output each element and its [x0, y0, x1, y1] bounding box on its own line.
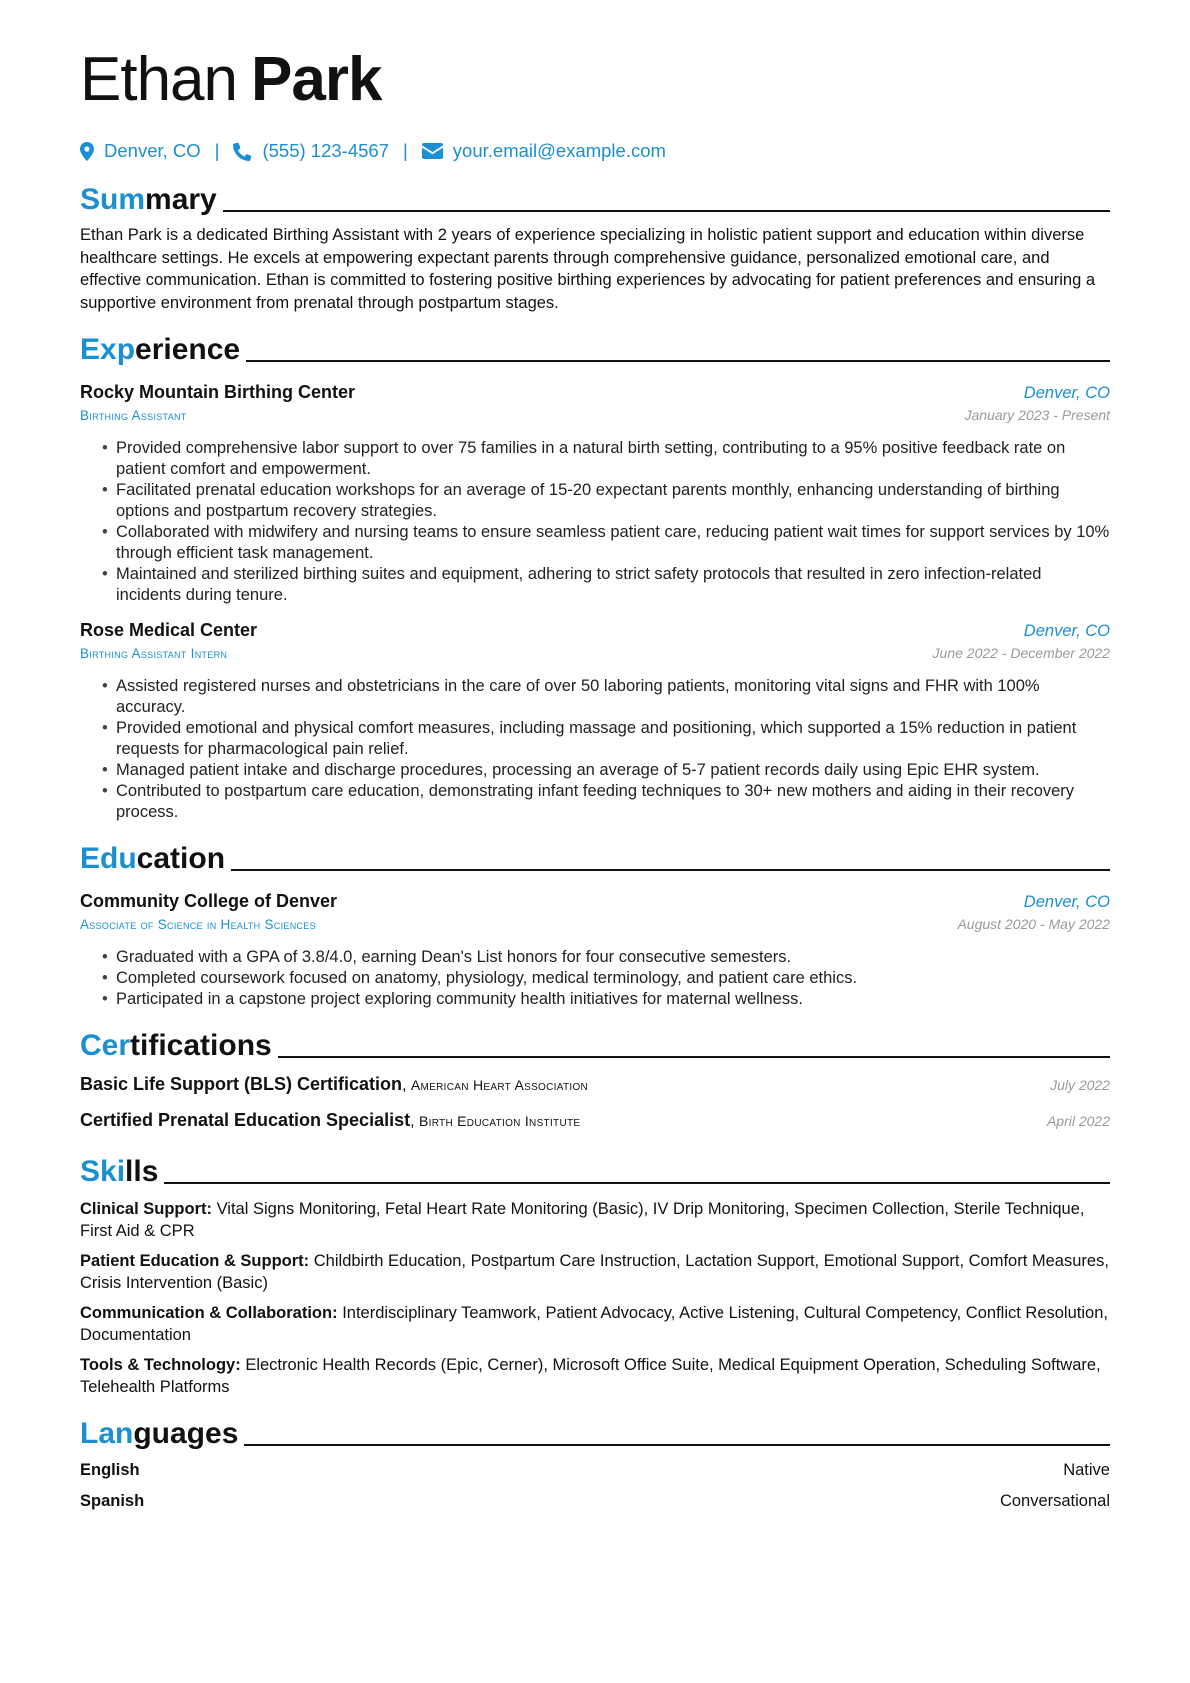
list-item: • Completed coursework focused on anatomy, physiology, medical terminology, and patient care ethics. — [102, 968, 1110, 989]
certification-name: Certified Prenatal Education Specialist — [80, 1110, 411, 1130]
section-title — [80, 1154, 158, 1190]
job-title: Birthing Assistant Intern — [80, 646, 228, 661]
section-rule — [244, 1444, 1110, 1446]
entry-location: Denver, CO — [1023, 622, 1110, 640]
skill-items: Electronic Health Records (Epic, Cerner), Microsoft Office Suite, Medical Equipment Operation, Scheduling Software, Telehealth Platforms — [80, 1356, 1101, 1396]
list-item: • Provided comprehensive labor support to over 75 families in a natural birth setting, contributing to a 95% positive feedback rate on patient comfort and empowerment. — [102, 438, 1110, 480]
section-rule — [231, 869, 1110, 871]
job-title: Birthing Assistant — [80, 408, 187, 423]
entry-dates: August 2020 - May 2022 — [957, 916, 1110, 932]
skill-items: Childbirth Education, Postpartum Care Instruction, Lactation Support, Emotional Support, Comfort Measures, Crisis Intervention (Basic) — [80, 1252, 1109, 1292]
certification-date: July 2022 — [1050, 1077, 1110, 1093]
contact-separator: | — [402, 140, 408, 161]
section-title — [80, 1416, 238, 1452]
list-item: • Provided emotional and physical comfort measures, including massage and positioning, which supported a 15% reduction in patient requests for pharmacological pain relief. — [102, 718, 1110, 760]
phone-icon — [233, 142, 252, 161]
skills-heading — [80, 1150, 1110, 1190]
certification-item: Basic Life Support (BLS) Certification, American Heart Association July 2022 — [80, 1074, 1110, 1094]
list-item: • Facilitated prenatal education workshops for an average of 15-20 expectant parents monthly, enhancing understanding of birthing options and postpartum recovery strategies. — [102, 480, 1110, 522]
list-item: • Collaborated with midwifery and nursing teams to ensure seamless patient care, reducing patient wait times for support services by 10% through efficient task management. — [102, 522, 1110, 564]
contact-bar — [80, 138, 1110, 164]
entry-location: Denver, CO — [1023, 384, 1110, 402]
list-item: • Contributed to postpartum care education, demonstrating infant feeding techniques to 30+ new mothers and aiding in their recovery process. — [102, 781, 1110, 823]
certification-date: April 2022 — [1046, 1113, 1110, 1129]
contact-phone[interactable] — [233, 140, 389, 162]
section-title-rest: erience — [135, 333, 241, 366]
contact-email[interactable] — [422, 140, 666, 162]
experience-entry — [80, 380, 1110, 606]
section-rule — [278, 1056, 1110, 1058]
degree-title: Associate of Science in Health Sciences — [80, 917, 316, 932]
section-title-accent: Edu — [80, 842, 137, 875]
experience-entry — [80, 618, 1110, 823]
skill-group — [80, 1199, 1110, 1242]
certification-issuer: Birth Education Institute — [418, 1113, 581, 1129]
section-title-accent: Sum — [80, 183, 146, 216]
section-rule — [246, 360, 1110, 362]
language-name: Spanish — [80, 1492, 145, 1510]
section-title-rest: cation — [136, 842, 226, 875]
section-title-rest: tifications — [130, 1029, 272, 1062]
last-name: Park — [251, 45, 382, 114]
section-title — [80, 841, 225, 877]
certification-name: Basic Life Support (BLS) Certification — [80, 1074, 403, 1094]
section-title — [80, 332, 240, 368]
skill-group — [80, 1251, 1110, 1294]
section-title-accent: Ski — [80, 1155, 126, 1188]
language-name: English — [80, 1461, 140, 1479]
email-link[interactable]: your.email@example.com — [452, 140, 666, 161]
skill-category: Clinical Support: — [80, 1200, 212, 1218]
candidate-name — [80, 44, 1110, 116]
skill-category: Communication & Collaboration: — [80, 1304, 338, 1322]
section-rule — [164, 1182, 1110, 1184]
certifications-heading — [80, 1024, 1110, 1064]
section-title-accent: Exp — [80, 333, 136, 366]
section-title-rest: guages — [133, 1417, 239, 1450]
language-item — [80, 1461, 1110, 1483]
section-title — [80, 182, 217, 218]
entry-dates: January 2023 - Present — [964, 407, 1110, 423]
section-title-accent: Cer — [80, 1029, 131, 1062]
achievement-list — [102, 676, 1110, 823]
education-list — [102, 947, 1110, 1010]
achievement-list — [102, 438, 1110, 606]
education-heading — [80, 837, 1110, 877]
phone-text[interactable]: (555) 123-4567 — [262, 140, 389, 161]
summary-text: Ethan Park is a dedicated Birthing Assistant with 2 years of experience specializing in holistic patient support and education within diverse healthcare settings. He excels at empowering expectant parents through comprehensive guidance, personalized emotional care, and effective communication. Ethan is committed to fostering positive birthing experiences by advocating for patient preferences and ensuring a supportive environment from prenatal through postpartum stages. — [80, 226, 1096, 312]
language-item — [80, 1492, 1110, 1514]
skill-category: Patient Education & Support: — [80, 1252, 310, 1270]
section-rule — [223, 210, 1110, 212]
skill-group — [80, 1355, 1110, 1398]
section-title — [80, 1028, 272, 1064]
section-title-rest: mary — [145, 183, 217, 216]
list-item: • Participated in a capstone project exploring community health initiatives for maternal wellness. — [102, 989, 1110, 1010]
first-name: Ethan — [80, 45, 238, 114]
list-item: • Assisted registered nurses and obstetricians in the care of over 50 laboring patients, monitoring vital signs and FHR with 100% accuracy. — [102, 676, 1110, 718]
certification-item: Certified Prenatal Education Specialist, Birth Education Institute April 2022 — [80, 1110, 1110, 1130]
language-level: Native — [1063, 1461, 1110, 1479]
summary-heading — [80, 178, 1110, 218]
envelope-icon — [422, 143, 443, 159]
list-item: • Managed patient intake and discharge procedures, processing an average of 5-7 patient records daily using Epic EHR system. — [102, 760, 1110, 781]
skill-items: Interdisciplinary Teamwork, Patient Advocacy, Active Listening, Cultural Competency, Conflict Resolution, Documentation — [80, 1304, 1108, 1344]
map-pin-icon — [80, 142, 94, 161]
skill-category: Tools & Technology: — [80, 1356, 241, 1374]
school-name: Community College of Denver — [80, 891, 338, 911]
employer-name: Rose Medical Center — [80, 620, 258, 640]
contact-separator: | — [214, 140, 220, 161]
section-title-accent: Lan — [80, 1417, 134, 1450]
contact-location — [80, 140, 201, 162]
list-item: • Maintained and sterilized birthing suites and equipment, adhering to strict safety protocols that resulted in zero infection-related incidents during tenure. — [102, 564, 1110, 606]
skill-items: Vital Signs Monitoring, Fetal Heart Rate Monitoring (Basic), IV Drip Monitoring, Specimen Collection, Sterile Technique, First Aid & CPR — [80, 1200, 1085, 1240]
section-title-rest: lls — [125, 1155, 159, 1188]
experience-heading — [80, 328, 1110, 368]
employer-name: Rocky Mountain Birthing Center — [80, 382, 356, 402]
entry-dates: June 2022 - December 2022 — [932, 645, 1110, 661]
list-item: • Graduated with a GPA of 3.8/4.0, earning Dean's List honors for four consecutive semesters. — [102, 947, 1110, 968]
education-entry — [80, 889, 1110, 1010]
certification-issuer: American Heart Association — [410, 1077, 589, 1093]
skill-group — [80, 1303, 1110, 1346]
entry-location: Denver, CO — [1023, 893, 1110, 911]
language-level: Conversational — [999, 1492, 1110, 1510]
languages-heading — [80, 1412, 1110, 1452]
location-text: Denver, CO — [104, 140, 201, 161]
